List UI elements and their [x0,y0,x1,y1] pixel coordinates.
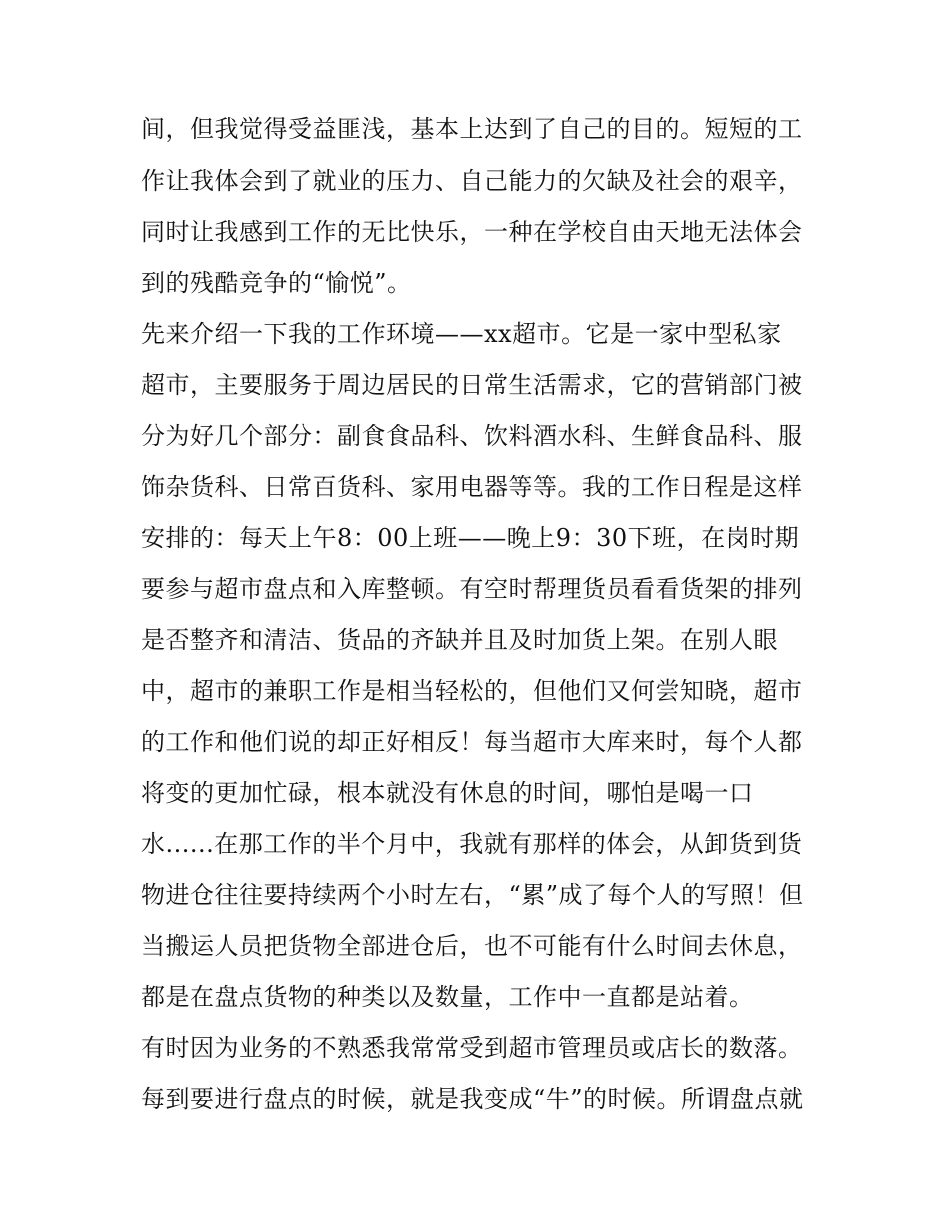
text-line: 先来介绍一下我的工作环境——xx超市。它是一家中型私家 [141,320,782,348]
text-line: 同时让我感到工作的无比快乐，一种在学校自由天地无法体会 [141,218,803,246]
text-line: 中，超市的兼职工作是相当轻松的，但他们又何尝知晓，超市 [141,677,803,705]
text-line: 有时因为业务的不熟悉我常常受到超市管理员或店长的数落。 [141,1034,803,1062]
text-line: 物进仓往往要持续两个小时左右，“累”成了每个人的写照！但 [141,881,804,909]
text-line: 作让我体会到了就业的压力、自己能力的欠缺及社会的艰辛， [141,167,803,195]
text-line: 安排的：每天上午8：00上班——晚上9：30下班，在岗时期 [141,524,800,552]
text-line: 水......在那工作的半个月中，我就有那样的体会，从卸货到货 [141,830,803,858]
text-line: 分为好几个部分：副食食品科、饮料酒水科、生鲜食品科、服 [141,422,803,450]
text-line: 都是在盘点货物的种类以及数量，工作中一直都是站着。 [141,983,754,1011]
text-line: 饰杂货科、日常百货科、家用电器等等。我的工作日程是这样 [141,473,803,501]
text-line: 每到要进行盘点的时候，就是我变成“牛”的时候。所谓盘点就 [141,1085,804,1113]
text-line: 要参与超市盘点和入库整顿。有空时帮理货员看看货架的排列 [141,575,803,603]
text-line: 的工作和他们说的却正好相反！每当超市大库来时，每个人都 [141,728,803,756]
text-line: 到的残酷竞争的“愉悦”。 [141,269,412,297]
text-line: 当搬运人员把货物全部进仓后，也不可能有什么时间去休息， [141,932,803,960]
text-line: 间，但我觉得受益匪浅，基本上达到了自己的目的。短短的工 [141,115,803,143]
text-line: 超市，主要服务于周边居民的日常生活需求，它的营销部门被 [141,371,803,399]
text-line: 是否整齐和清洁、货品的齐缺并且及时加货上架。在别人眼 [141,626,778,654]
text-line: 将变的更加忙碌，根本就没有休息的时间，哪怕是喝一口 [141,779,754,807]
